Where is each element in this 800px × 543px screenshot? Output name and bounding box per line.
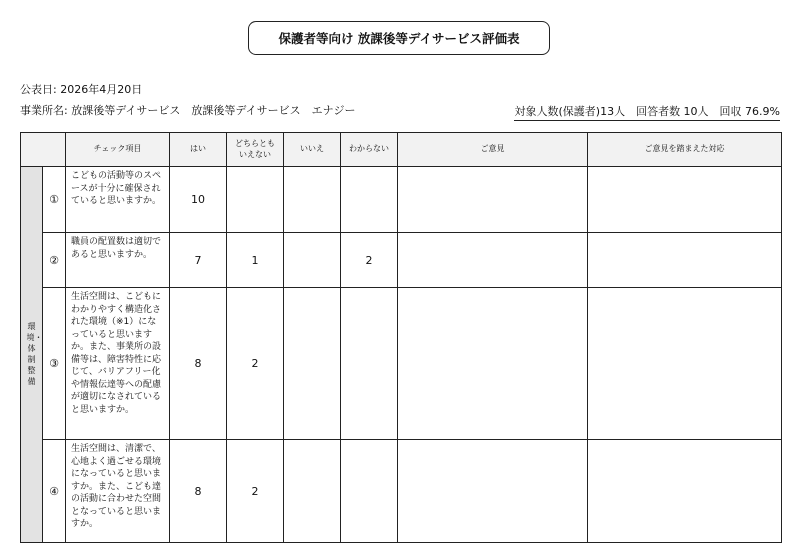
- response-cell: [588, 167, 782, 233]
- unknown-count: [341, 167, 398, 233]
- header-neither-line1: どちらとも: [235, 138, 275, 148]
- table-header-row: [21, 133, 782, 167]
- yes-count: 8: [170, 288, 227, 440]
- check-item-text: 生活空間は、こどもにわかりやすく構造化された環境（※1）になっていると思いますか。また、事業所の設備等は、障害特性に応じて、バリアフリー化や情報伝達等への配慮が適切になされていると思いますか。: [66, 288, 170, 440]
- check-item-text: 生活空間は、清潔で、心地よく過ごせる環境になっていると思いますか。また、こども達の活動に合わせた空間となっていると思いますか。: [66, 440, 170, 543]
- yes-count: 10: [170, 167, 227, 233]
- unknown-count: [341, 288, 398, 440]
- publication-date: 公表日: 2026年4月20日: [20, 83, 143, 96]
- category-label: 環境・体制整備: [26, 322, 43, 386]
- row-number: ③: [43, 288, 66, 440]
- yes-count: 8: [170, 440, 227, 543]
- neither-count: [227, 167, 284, 233]
- row-number: ①: [43, 167, 66, 233]
- header-neither: [227, 133, 284, 167]
- opinion-cell: [398, 167, 588, 233]
- header-unknown: わからない: [341, 133, 398, 167]
- header-yes: はい: [170, 133, 227, 167]
- office-name: 事業所名: 放課後等デイサービス 放課後等デイサービス エナジー: [20, 104, 356, 117]
- opinion-cell: [398, 440, 588, 543]
- response-cell: [588, 233, 782, 288]
- page-title: [248, 21, 550, 55]
- no-count: [284, 167, 341, 233]
- neither-count: 2: [227, 288, 284, 440]
- evaluation-table: [20, 132, 782, 543]
- header-check-item: チェック項目: [66, 133, 170, 167]
- response-stats: 対象人数(保護者)13人 回答者数 10人 回収 76.9%: [514, 103, 780, 121]
- opinion-cell: [398, 233, 588, 288]
- header-no: いいえ: [284, 133, 341, 167]
- yes-count: 7: [170, 233, 227, 288]
- neither-count: 2: [227, 440, 284, 543]
- unknown-count: 2: [341, 233, 398, 288]
- table-row: [21, 233, 782, 288]
- table-row: [21, 440, 782, 543]
- category-cell: [21, 167, 43, 543]
- table-row: [21, 288, 782, 440]
- check-item-text: 職員の配置数は適切であると思いますか。: [66, 233, 170, 288]
- page-title-text: 保護者等向け 放課後等デイサービス評価表: [278, 31, 520, 46]
- response-cell: [588, 440, 782, 543]
- no-count: [284, 288, 341, 440]
- no-count: [284, 440, 341, 543]
- header-response: ご意見を踏まえた対応: [588, 133, 782, 167]
- unknown-count: [341, 440, 398, 543]
- table-row: [21, 167, 782, 233]
- row-number: ②: [43, 233, 66, 288]
- neither-count: 1: [227, 233, 284, 288]
- check-item-text: こどもの活動等のスペースが十分に確保されていると思いますか。: [66, 167, 170, 233]
- header-opinion: ご意見: [398, 133, 588, 167]
- row-number: ④: [43, 440, 66, 543]
- opinion-cell: [398, 288, 588, 440]
- no-count: [284, 233, 341, 288]
- header-blank-cell: [21, 133, 66, 167]
- response-cell: [588, 288, 782, 440]
- header-neither-line2: いえない: [239, 149, 271, 159]
